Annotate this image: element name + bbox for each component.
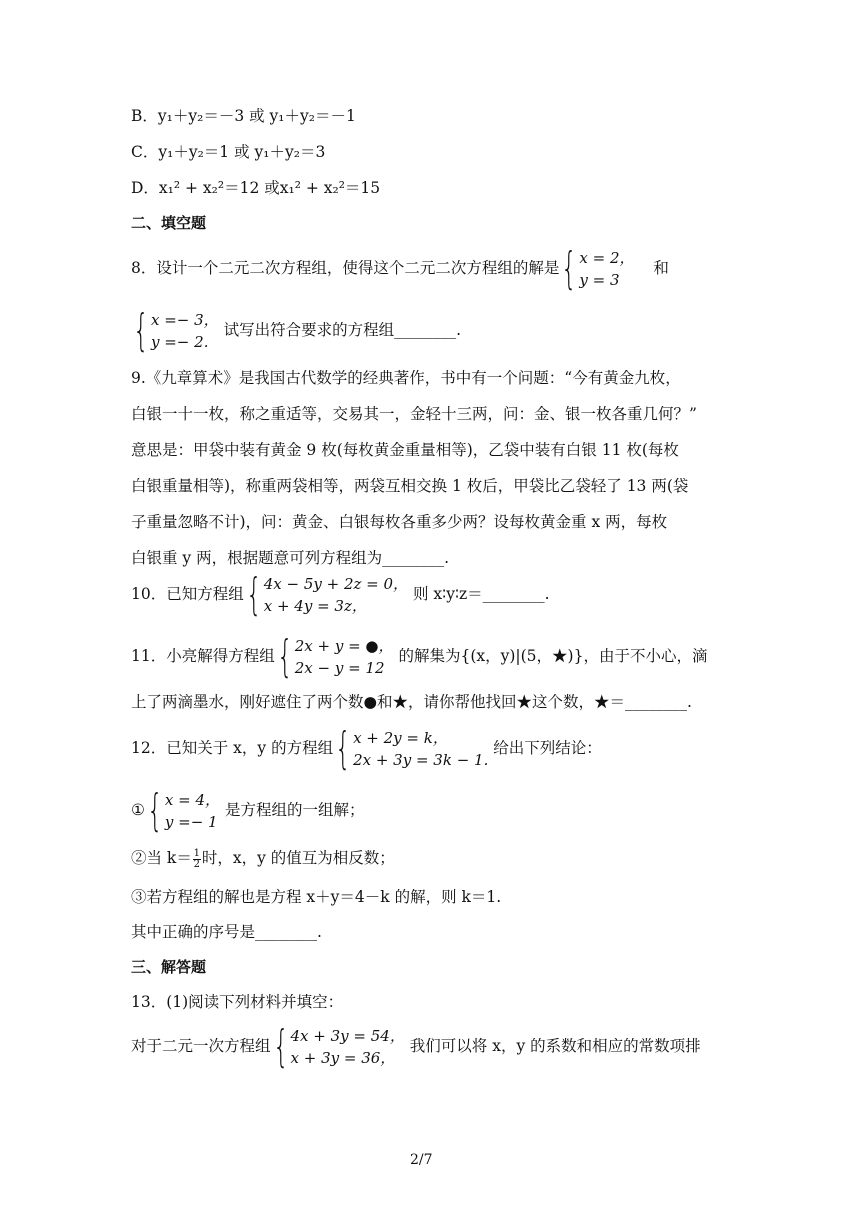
section-heading-fill-blank: 二、填空题 <box>131 214 207 232</box>
q12-ask: 其中正确的序号是________. <box>131 923 322 941</box>
q12-c1-text: 是方程组的一组解； <box>224 801 365 819</box>
equation: 4x + 3y = 54， <box>290 1027 405 1045</box>
q12-c2-post: 时，x，y 的值互为相反数； <box>201 849 395 867</box>
brace-icon: { <box>133 305 149 356</box>
q12-text: 12．已知关于 x，y 的方程组 <box>131 739 334 757</box>
q10-text: 10．已知方程组 <box>131 585 244 603</box>
q12 <box>131 724 602 772</box>
q8-text: 8．设计一个二元二次方程组，使得这个二元二次方程组的解是 <box>131 259 560 277</box>
brace-icon: { <box>147 785 163 836</box>
brace-icon: { <box>277 631 293 682</box>
numerator: 1 <box>193 847 201 859</box>
q12-post: 给出下列结论： <box>493 739 602 757</box>
equation: x + 4y = 3z， <box>263 597 367 615</box>
q12-conclusion-1 <box>131 786 364 834</box>
equation: x = 2， <box>579 249 635 267</box>
q11-line2: 上了两滴墨水，刚好遮住了两个数●和★，请你帮他找回★这个数，★＝________. <box>131 693 692 711</box>
q12-c1-system <box>145 785 221 836</box>
q12-c2-pre: ②当 k＝ <box>131 849 192 867</box>
q9-line: 9.《九章算术》是我国古代数学的经典著作，书中有一个问题：“今有黄金九枚， <box>131 369 681 387</box>
equation: 2x + y = ●， <box>294 637 394 655</box>
q9-line: 白银重量相等)，称重两袋相等，两袋互相交换 1 枚后，甲袋比乙袋轻了 13 两(袋 <box>131 477 689 495</box>
q12-conclusion-3: ③若方程组的解也是方程 x＋y＝4－k 的解，则 k＝1. <box>131 888 502 906</box>
q9-line: 子重量忽略不计)，问：黄金、白银每枚各重多少两？设每枚黄金重 x 两，每枚 <box>131 513 668 531</box>
brace-icon: { <box>335 723 351 774</box>
q10-post: 则 x∶y∶z＝________. <box>413 585 550 603</box>
circled-one: ① <box>131 801 145 819</box>
q13-system <box>271 1021 405 1072</box>
page-number: 2/7 <box>410 1152 433 1168</box>
brace-icon: { <box>246 569 262 620</box>
equation: 2x − y = 12 <box>294 659 385 677</box>
q9-line: 意思是：甲袋中装有黄金 9 枚(每枚黄金重量相等)，乙袋中装有白银 11 枚(每枚 <box>131 441 679 459</box>
q11-system <box>275 631 394 682</box>
q12-conclusion-2 <box>131 846 395 870</box>
q8-system-a <box>559 243 635 294</box>
equation: x + 2y = k， <box>353 729 448 747</box>
q8-system-b <box>131 305 219 356</box>
q13-line1: 13．(1)阅读下列材料并填空： <box>131 993 344 1011</box>
denominator: 2 <box>193 858 201 870</box>
q8-text2: 试写出符合要求的方程组________. <box>223 321 462 339</box>
equation: x + 3y = 36， <box>290 1049 396 1067</box>
option-d: D．x₁² + x₂²＝12 或x₁² + x₂²＝15 <box>131 179 381 197</box>
q9-line: 白银一十一枚，称之重适等，交易其一，金轻十三两，问：金、银一枚各重几何？” <box>131 405 697 423</box>
q11-text: 11．小亮解得方程组 <box>131 647 275 665</box>
brace-icon: { <box>272 1021 289 1072</box>
equation: y =− 2. <box>151 333 209 351</box>
equation: y = 3 <box>579 271 620 289</box>
section-heading-solve: 三、解答题 <box>131 958 207 976</box>
q11-post: 的解集为{(x，y)|(5，★)}，由于不小心，滴 <box>398 647 708 665</box>
equation: 4x − 5y + 2z = 0， <box>263 575 409 593</box>
q13-text: 对于二元一次方程组 <box>131 1037 271 1055</box>
equation: y =− 1 <box>164 813 218 831</box>
fraction <box>193 849 201 870</box>
q12-system <box>333 723 489 774</box>
brace-icon: { <box>561 243 578 294</box>
q11 <box>131 632 707 680</box>
q13-post: 我们可以将 x，y 的系数和相应的常数项排 <box>409 1037 701 1055</box>
q9-line: 白银重 y 两，根据题意可列方程组为________. <box>131 549 450 567</box>
q13-line2 <box>131 1020 701 1072</box>
equation: x = 4， <box>164 791 221 809</box>
q10 <box>131 570 550 618</box>
q8-line1 <box>131 244 669 292</box>
q10-system <box>244 569 409 620</box>
option-b: B．y₁＋y₂＝－3 或 y₁＋y₂＝－1 <box>131 107 356 125</box>
q8-line2 <box>131 306 461 354</box>
option-c: C．y₁＋y₂＝1 或 y₁＋y₂＝3 <box>131 143 326 161</box>
q8-and: 和 <box>653 259 669 277</box>
equation: x =− 3， <box>151 311 219 329</box>
equation: 2x + 3y = 3k − 1. <box>353 751 489 769</box>
